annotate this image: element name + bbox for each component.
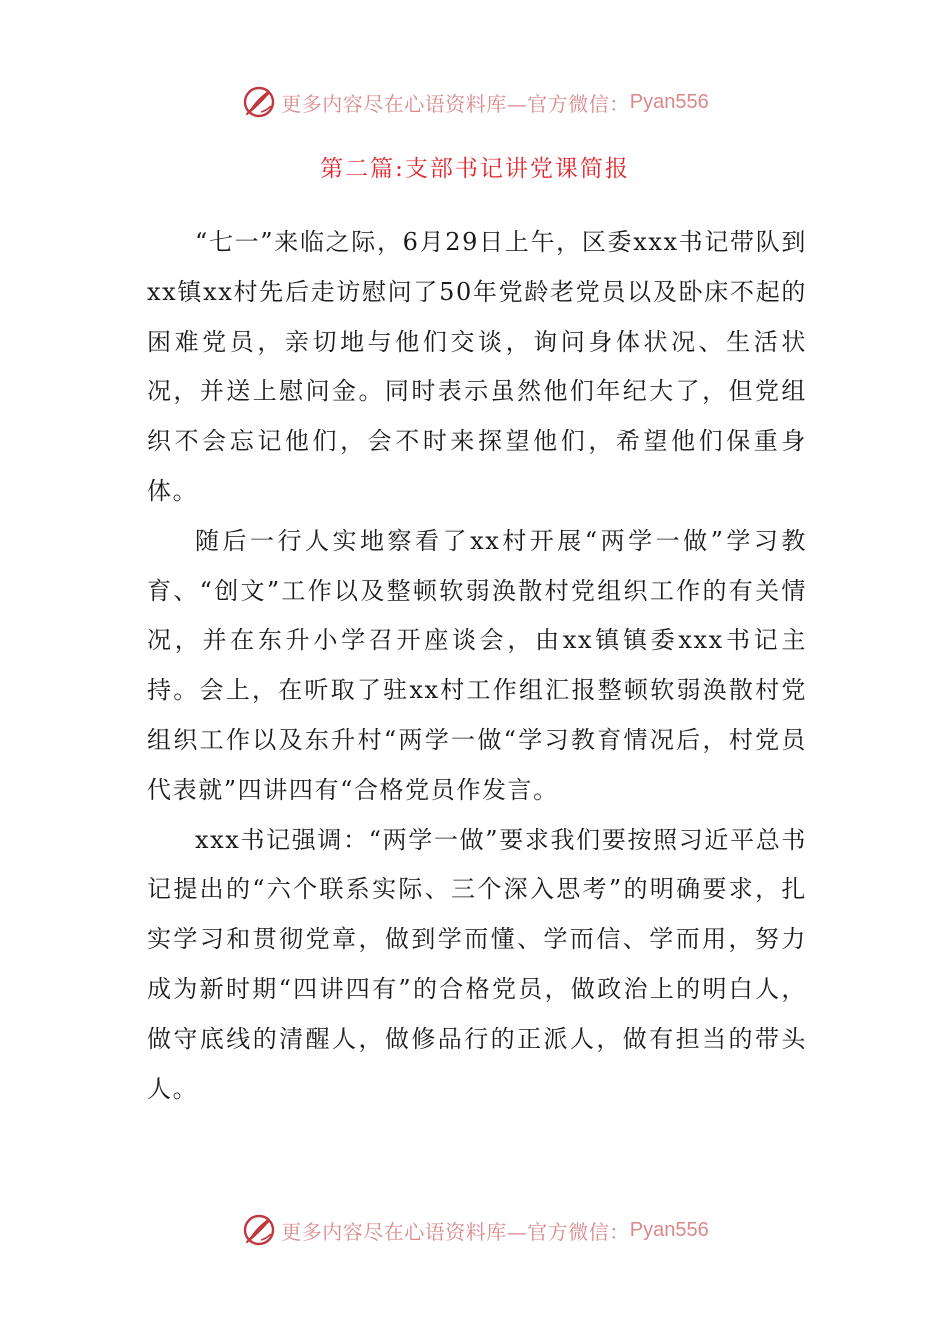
pen-circle-icon xyxy=(241,84,277,120)
paragraph: “七一”来临之际，6月29日上午，区委xxx书记带队到xx镇xx村先后走访慰问了50年党龄老党员以及卧床不起的困难党员，亲切地与他们交谈，询问身体状况、生活状况，并送上慰问金。同时表示虽然他们年纪大了，但党组织不会忘记他们，会不时来探望他们，希望他们保重身体。 xyxy=(147,228,807,505)
document-body xyxy=(147,218,807,1114)
pen-circle-icon xyxy=(241,1212,277,1248)
header-banner xyxy=(0,82,950,122)
footer-banner xyxy=(0,1210,950,1250)
paragraph: xxx书记强调：“两学一做”要求我们要按照习近平总书记提出的“六个联系实际、三个深入思考”的明确要求，扎实学习和贯彻党章，做到学而懂、学而信、学而用，努力成为新时期“四讲四有”的合格党员，做政治上的明白人，做守底线的清醒人，做修品行的正派人，做有担当的带头人。 xyxy=(147,825,807,1103)
page-title: 第二篇:支部书记讲党课简报 xyxy=(320,156,630,182)
paragraph: 随后一行人实地察看了xx村开展“两学一做”学习教育、“创文”工作以及整顿软弱涣散村党组织工作的有关情况，并在东升小学召开座谈会，由xx镇镇委xxx书记主持。会上，在听取了驻xx村工作组汇报整顿软弱涣散村党组织工作以及东升村“两学一做“学习教育情况后，村党员代表就”四讲四有“合格党员作发言。 xyxy=(147,526,807,804)
wechat-id: Pyan556 xyxy=(629,1218,709,1241)
banner-text: 更多内容尽在心语资料库—官方微信： xyxy=(281,1219,630,1244)
wechat-id: Pyan556 xyxy=(629,90,709,113)
banner-text: 更多内容尽在心语资料库—官方微信： xyxy=(281,91,630,116)
